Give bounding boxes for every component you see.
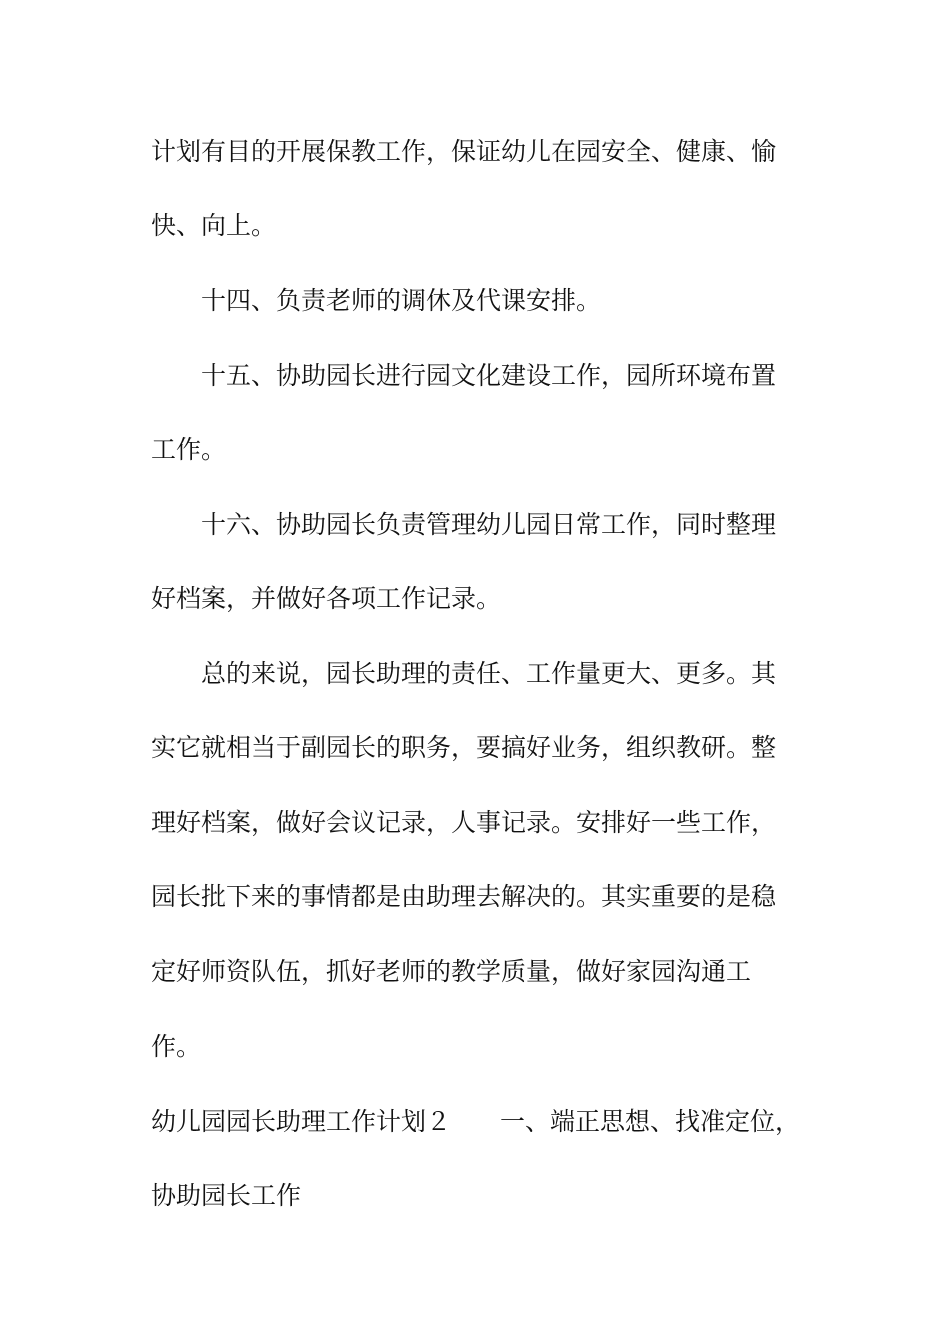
paragraph-line: 十六、协助园长负责管理幼儿园日常工作，同时整理 (201, 510, 777, 539)
paragraph-line: 理好档案，做好会议记录，人事记录。安排好一些工作， (151, 808, 777, 837)
paragraph-line: 工作。 (151, 435, 227, 464)
paragraph-line: 十四、负责老师的调休及代课安排。 (201, 286, 602, 315)
section-first-point-continuation: 协助园长工作 (151, 1181, 302, 1210)
paragraph-line: 作。 (151, 1032, 202, 1061)
paragraph-line: 定好师资队伍，抓好老师的教学质量，做好家园沟通工 (151, 957, 752, 986)
paragraph-line: 好档案，并做好各项工作记录。 (151, 584, 502, 613)
paragraph-line: 快、向上。 (151, 211, 277, 240)
section-first-point: 一、端正思想、找准定位， (500, 1107, 801, 1136)
paragraph-line: 十五、协助园长进行园文化建设工作，园所环境布置 (201, 361, 777, 390)
paragraph-line: 实它就相当于副园长的职务，要搞好业务，组织教研。整 (151, 733, 777, 762)
paragraph-line: 计划有目的开展保教工作，保证幼儿在园安全、健康、愉 (151, 137, 777, 166)
paragraph-line: 总的来说，园长助理的责任、工作量更大、更多。其 (201, 659, 777, 688)
section-title: 幼儿园园长助理工作计划２ (151, 1107, 452, 1136)
paragraph-line: 园长批下来的事情都是由助理去解决的。其实重要的是稳 (151, 882, 777, 911)
